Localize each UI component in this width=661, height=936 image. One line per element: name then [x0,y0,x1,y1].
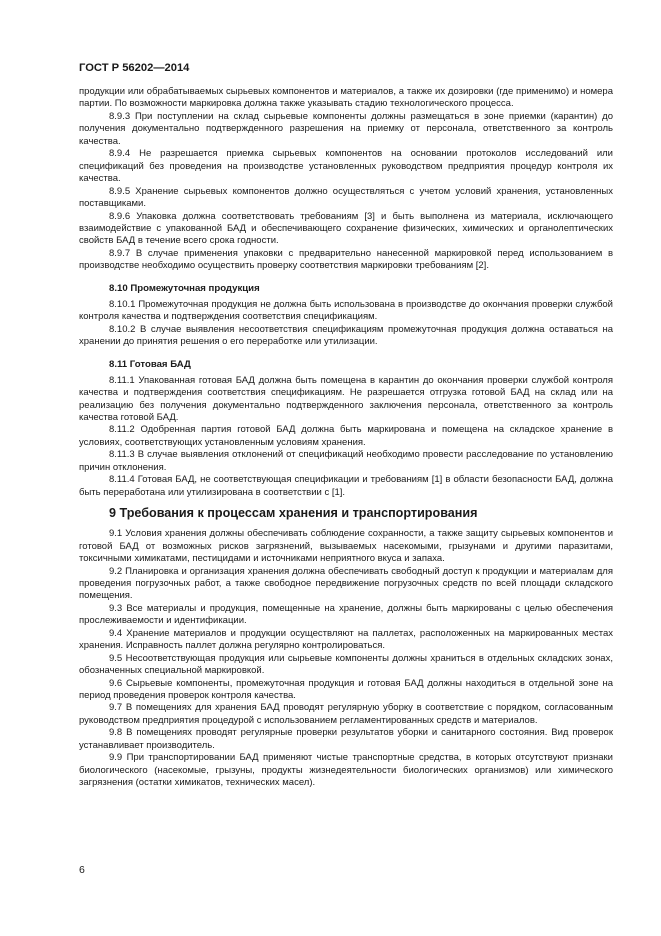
paragraph: 8.11.2 Одобренная партия готовой БАД должна быть маркирована и помещена на складское хранение в условиях, соответствующих установленным условиям хранения. [79,424,613,448]
paragraph: 8.9.4 Не разрешается приемка сырьевых компонентов на основании протоколов исследований или спецификаций без проведения на производстве установленных руководством предприятия процедур контроля их качества. [79,148,613,185]
paragraph: 8.11.3 В случае выявления отклонений от спецификаций необходимо провести расследование по установлению причин отклонения. [79,449,613,473]
page-number: 6 [79,864,85,876]
section-heading: 9 Требования к процессам хранения и транспортирования [109,506,478,521]
paragraph: 8.9.7 В случае применения упаковки с предварительно нанесенной маркировкой перед использованием в производстве необходимо осуществить проверку соответствия маркировки требованиям [2]. [79,247,613,272]
paragraph: 9.7 В помещениях для хранения БАД проводят регулярную уборку в соответствие с порядком, согласованным руководством предприятия процедурой с использованием регламентированных средств и материалов. [79,702,613,726]
paragraph: 8.10.2 В случае выявления несоответствия спецификациям промежуточная продукция должна оставаться на хранении до принятия решения о его переработке или утилизации. [79,323,613,348]
paragraph: 8.11.4 Готовая БАД, не соответствующая спецификации и требованиям [1] в области безопасности БАД, должна быть переработана или утилизирована в соответствии с [1]. [79,474,613,498]
paragraph: 8.10.1 Промежуточная продукция не должна быть использована в производстве до окончания проверки службой контроля качества и подтверждения соответствия спецификациям. [79,298,613,323]
page-content [79,86,613,790]
paragraph: 9.9 При транспортировании БАД применяют чистые транспортные средства, в которых отсутствуют признаки биологического (насекомые, грызуны, продукты жизнедеятельности биологических организмов) или химического загрязнения (остатки химикатов, технических масел). [79,752,613,789]
paragraph: 9.8 В помещениях проводят регулярные проверки результатов уборки и санитарного состояния. Вид проверок устанавливает производитель. [79,727,613,751]
paragraph: 9.6 Сырьевые компоненты, промежуточная продукция и готовая БАД должны находиться в отдельной зоне на период проведения проверок контроля качества. [79,677,613,702]
paragraph: 8.9.6 Упаковка должна соответствовать требованиям [3] и быть выполнена из материала, исключающего взаимодействие с упакованной БАД и обеспечивающего сохранение физических, химических и органолептических свойств БАД в течение всего срока годности. [79,210,613,247]
subsection-heading: 8.10 Промежуточная продукция [109,282,260,294]
paragraph: продукции или обрабатываемых сырьевых компонентов и материалов, а также их дозировки (где применимо) и номера партии. По возможности маркировка должна также указывать стадию технологического процесса. [79,86,613,110]
paragraph: 8.9.3 При поступлении на склад сырьевые компоненты должны размещаться в зоне приемки (карантин) до получения документально подтвержденного разрешения на приемку от персонала, ответственного за контроль качества. [79,110,613,147]
paragraph: 8.9.5 Хранение сырьевых компонентов должно осуществляться с учетом условий хранения, установленных поставщиками. [79,185,613,210]
paragraph: 9.2 Планировка и организация хранения должна обеспечивать свободный доступ к продукции и материалам для проведения погрузочных работ, а также свободное передвижение погрузочных средств по всей площади складского помещения. [79,565,613,602]
paragraph: 9.4 Хранение материалов и продукции осуществляют на паллетах, расположенных на маркированных местах хранения. Исправность паллет должна регулярно контролироваться. [79,627,613,652]
paragraph: 9.1 Условия хранения должны обеспечивать соблюдение сохранности, а также защиту сырьевых компонентов и готовой БАД от возможных рисков загрязнений, вызываемых насекомыми, грызунами и другими паразитами, токсичными химикатами, пестицидами и источниками неприятного вкуса и запаха. [79,528,613,565]
paragraph: 9.5 Несоответствующая продукция или сырьевые компоненты должны храниться в отдельных складских зонах, обозначенных специальной маркировкой. [79,652,613,677]
subsection-heading: 8.11 Готовая БАД [109,358,191,370]
paragraph: 9.3 Все материалы и продукция, помещенные на хранение, должны быть маркированы с целью обеспечения прослеживаемости и идентификации. [79,602,613,627]
standard-header: ГОСТ Р 56202—2014 [79,62,190,74]
paragraph: 8.11.1 Упакованная готовая БАД должна быть помещена в карантин до окончания проверки службой контроля качества и подтверждения соответствия спецификациям. Не разрешается отгрузка готовой БАД на склад или на реализацию без получения документально подтвержденного заключения персонала, ответственного за контроль качества готовой БАД. [79,374,613,423]
